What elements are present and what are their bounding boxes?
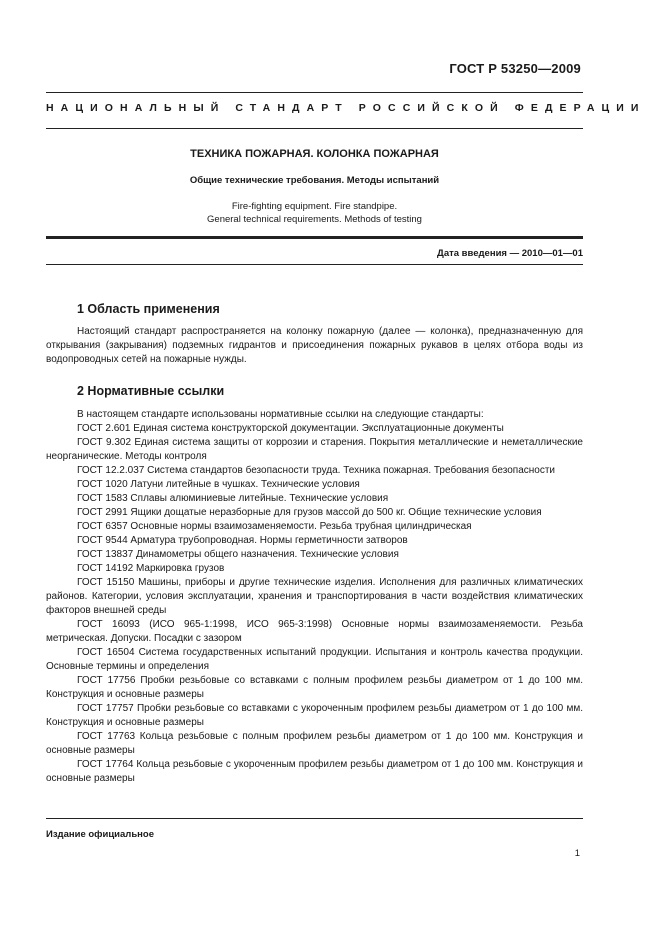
section-2-heading: 2 Нормативные ссылки [77, 384, 225, 398]
reference-item: ГОСТ 2.601 Единая система конструкторской документации. Эксплуатационные документы [77, 423, 504, 434]
intro-date: Дата введения — 2010—01—01 [437, 248, 583, 259]
reference-item: ГОСТ 17764 Кольца резьбовые с укороченным профилем резьбы диаметром от 1 до 100 мм. Конструкция и основные размеры [46, 759, 583, 784]
document-title: ТЕХНИКА ПОЖАРНАЯ. КОЛОНКА ПОЖАРНАЯ [190, 148, 439, 160]
reference-item: ГОСТ 6357 Основные нормы взаимозаменяемости. Резьба трубная цилиндрическая [77, 521, 472, 532]
section-2-body [46, 408, 583, 786]
standard-code: ГОСТ Р 53250—2009 [449, 61, 581, 76]
footer-rule [46, 818, 583, 819]
header-rule-bottom [46, 128, 583, 129]
reference-item: ГОСТ 15150 Машины, приборы и другие технические изделия. Исполнения для различных климатических районов. Категории, условия эксплуатации, хранения и транспортирования в части воздействия климатических факторов внешней среды [46, 577, 583, 616]
reference-item: В настоящем стандарте использованы нормативные ссылки на следующие стандарты: [77, 409, 484, 420]
english-title-line-1: Fire-fighting equipment. Fire standpipe. [231, 201, 398, 212]
official-edition-label: Издание официальное [46, 829, 154, 840]
reference-item: ГОСТ 1583 Сплавы алюминиевые литейные. Технические условия [77, 493, 389, 504]
reference-item: ГОСТ 17756 Пробки резьбовые со вставками с полным профилем резьбы диаметром от 1 до 100 мм. Конструкция и основные размеры [46, 675, 583, 700]
date-rule [46, 264, 583, 265]
reference-item: ГОСТ 17757 Пробки резьбовые со вставками с укороченным профилем резьбы диаметром от 1 до 100 мм. Конструкция и основные размеры [46, 703, 583, 728]
reference-item: ГОСТ 13837 Динамометры общего назначения. Технические условия [77, 549, 399, 560]
reference-item: ГОСТ 16093 (ИСО 965-1:1998, ИСО 965-3:1998) Основные нормы взаимозаменяемости. Резьба метрическая. Допуски. Посадки с зазором [46, 619, 583, 644]
national-standard-heading: НАЦИОНАЛЬНЫЙ СТАНДАРТ РОССИЙСКОЙ ФЕДЕРАЦИИ [46, 102, 646, 114]
section-1-body [46, 325, 583, 367]
reference-item: ГОСТ 1020 Латуни литейные в чушках. Технические условия [77, 479, 360, 490]
header-rule-top [46, 92, 583, 93]
section-1-heading: 1 Область применения [77, 302, 220, 316]
section-1-paragraph: Настоящий стандарт распространяется на колонку пожарную (далее — колонка), предназначенную для открывания (закрывания) подземных гидрантов и присоединения пожарных рукавов в целях отбора воды из водопроводных сетей на пожарные нужды. [46, 326, 583, 365]
reference-item: ГОСТ 12.2.037 Система стандартов безопасности труда. Техника пожарная. Требования безопасности [77, 465, 556, 476]
title-rule [46, 236, 583, 239]
reference-item: ГОСТ 17763 Кольца резьбовые с полным профилем резьбы диаметром от 1 до 100 мм. Конструкция и основные размеры [46, 731, 583, 756]
page-number: 1 [574, 848, 580, 859]
english-title-line-2: General technical requirements. Methods of testing [207, 214, 422, 225]
english-title [46, 200, 583, 226]
reference-item: ГОСТ 2991 Ящики дощатые неразборные для грузов массой до 500 кг. Общие технические условия [77, 507, 542, 518]
reference-item: ГОСТ 9544 Арматура трубопроводная. Нормы герметичности затворов [77, 535, 408, 546]
reference-item: ГОСТ 9.302 Единая система защиты от коррозии и старения. Покрытия металлические и неметаллические неорганические. Методы контроля [46, 437, 583, 462]
document-subtitle: Общие технические требования. Методы испытаний [189, 175, 440, 186]
reference-item: ГОСТ 16504 Система государственных испытаний продукции. Испытания и контроль качества продукции. Основные термины и определения [46, 647, 583, 672]
reference-item: ГОСТ 14192 Маркировка грузов [77, 563, 225, 574]
